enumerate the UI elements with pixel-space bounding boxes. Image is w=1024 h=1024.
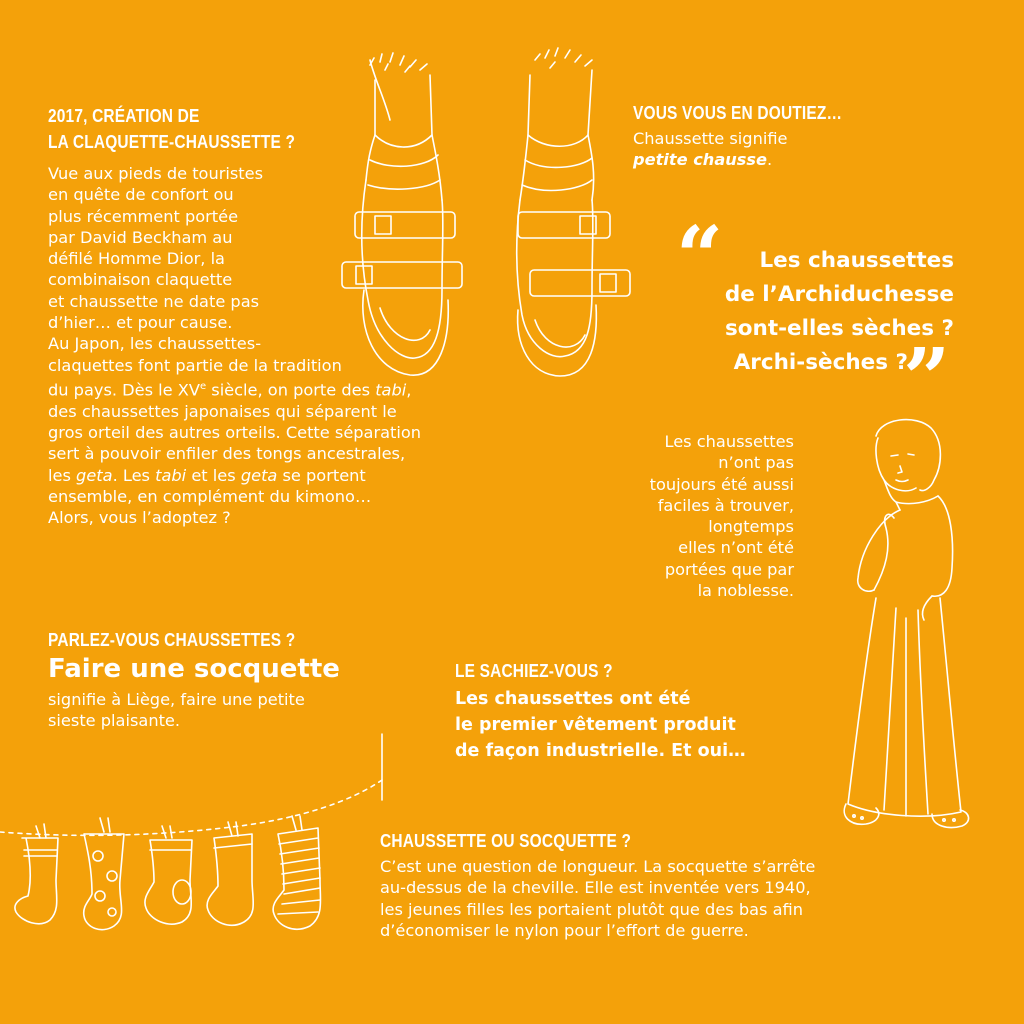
- sock-folds: [522, 135, 592, 190]
- text-fragment: les: [48, 465, 77, 485]
- sock-dot: [95, 891, 105, 901]
- claquette-body-line: des chaussettes japonaises qui séparent le: [48, 401, 397, 421]
- superscript: e: [199, 380, 207, 392]
- right-toes: [535, 320, 585, 347]
- claquette-body-line: et chaussette ne date pas: [48, 291, 260, 311]
- parlez-heading: PARLEZ-VOUS CHAUSSETTES ?: [48, 630, 296, 650]
- clothespin: [162, 826, 172, 838]
- face-outline: [876, 438, 916, 491]
- claquette-body-line: en quête de confort ou: [48, 185, 234, 205]
- noblesse-line: portées que par: [664, 559, 794, 579]
- italic-word: geta: [76, 465, 113, 485]
- sachiez-line: de façon industrielle. Et oui…: [455, 741, 746, 761]
- sock-heel-patch: [173, 880, 191, 904]
- neck: [884, 480, 900, 510]
- right-hand: [922, 596, 932, 620]
- quote-line: sont-elles sèches ?: [724, 316, 954, 341]
- sock-dot: [108, 908, 116, 916]
- socquette-line: C’est une question de longueur. La socquette s’arrête: [380, 857, 816, 876]
- italic-word: geta: [240, 465, 278, 485]
- shoe-dot: [943, 819, 945, 821]
- clothespin: [228, 822, 238, 836]
- claquette-body-line: d’hier… et pour cause.: [48, 313, 233, 333]
- clothespin: [292, 816, 302, 830]
- quote-line: de l’Archiduchesse: [724, 282, 954, 307]
- claquette-body-line: [48, 465, 421, 486]
- text-fragment: se portent: [277, 465, 366, 485]
- claquette-body-line: sert à pouvoir enfiler des tongs ancestrales,: [48, 444, 406, 464]
- doutiez-emphasis: petite chausse: [633, 150, 768, 170]
- sachiez-line: Les chaussettes ont été: [455, 689, 691, 709]
- text-fragment: .: [767, 150, 773, 170]
- noblesse-line: longtemps: [708, 517, 794, 537]
- socquette-line: les jeunes filles les portaient plutôt que des bas afin: [380, 899, 804, 919]
- leg-hair-line: [370, 60, 390, 120]
- shoe-dot: [953, 819, 955, 821]
- claquette-heading: [48, 103, 295, 155]
- socquette-heading: CHAUSSETTE OU SOCQUETTE ?: [380, 831, 632, 851]
- claquette-body-line: plus récemment portée: [48, 206, 239, 226]
- left-hand-raised: [874, 514, 894, 590]
- shoe-dot: [853, 815, 855, 817]
- claquette-body-line: par David Beckham au: [48, 227, 233, 247]
- collar: [896, 496, 938, 504]
- noblesse-line: toujours été aussi: [649, 474, 794, 494]
- socquette-line: au-dessus de la cheville. Elle est inventée vers 1940,: [380, 878, 811, 898]
- quote-close-mark: ”: [903, 331, 951, 427]
- parlez-body: [48, 689, 305, 732]
- left-leg-outline: [366, 80, 375, 180]
- doutiez-line-1: Chaussette signifie: [633, 129, 788, 148]
- doutiez-heading: VOUS VOUS EN DOUTIEZ…: [633, 103, 843, 123]
- text-fragment: siècle, on porte des: [206, 380, 376, 400]
- left-toes: [380, 308, 430, 340]
- claquette-heading-line-1: 2017, CRÉATION DE: [48, 106, 200, 126]
- right-buckle-top: [580, 216, 596, 234]
- clothesline: [0, 780, 382, 835]
- gown-folds: [884, 608, 928, 816]
- face-features: [891, 454, 914, 482]
- noblesse-line: Les chaussettes: [664, 432, 794, 451]
- shoe-dot: [861, 817, 863, 819]
- sock-dot: [93, 851, 103, 861]
- quote-open-mark: “: [676, 209, 724, 305]
- text-fragment: ,: [406, 380, 412, 400]
- claquette-body-line: Vue aux pieds de touristes: [48, 164, 264, 183]
- claquette-heading-line-2: LA CLAQUETTE-CHAUSSETTE ?: [48, 132, 296, 152]
- medieval-lady-illustration: [836, 418, 976, 830]
- right-buckle-bottom: [600, 274, 616, 292]
- left-shoe: [844, 804, 879, 824]
- right-shoe: [932, 810, 969, 828]
- claquette-body-line: claquettes font partie de la tradition: [48, 355, 342, 375]
- claquette-body-line: ensemble, en complément du kimono…: [48, 486, 372, 506]
- claquette-body-line: gros orteil des autres orteils. Cette séparation: [48, 422, 422, 442]
- clothespin: [36, 824, 46, 838]
- socquette-body: [380, 856, 815, 941]
- left-buckle-top: [375, 216, 391, 234]
- quote-line: Les chaussettes: [759, 248, 954, 273]
- left-leg-outline: [430, 75, 442, 200]
- parlez-line: sieste plaisante.: [48, 711, 181, 731]
- right-foot: [517, 200, 593, 357]
- text-fragment: du pays. Dès le XV: [48, 380, 200, 400]
- sock: [145, 840, 192, 924]
- claquette-body-line: Alors, vous l’adoptez ?: [48, 508, 231, 528]
- gown: [848, 598, 961, 816]
- sachiez-body: [455, 686, 746, 764]
- sock-folds: [368, 135, 440, 189]
- doutiez-body: [633, 128, 788, 171]
- clothespin: [100, 818, 110, 832]
- left-sole: [363, 290, 448, 375]
- socks-clothesline-illustration: [0, 730, 390, 940]
- text-fragment: et les: [186, 465, 241, 485]
- right-arm: [932, 496, 953, 596]
- noblesse-line: faciles à trouver,: [657, 495, 794, 515]
- sachiez-line: le premier vêtement produit: [455, 715, 736, 735]
- quote-line: Archi-sèches ?: [733, 350, 908, 375]
- leg-hair: [535, 48, 592, 68]
- socquette-title: Faire une socquette: [48, 654, 340, 684]
- noblesse-line: elles n’ont été: [678, 538, 794, 558]
- sock: [84, 834, 124, 930]
- sock-band: [214, 844, 252, 848]
- italic-word: tabi: [155, 465, 187, 485]
- sachiez-heading: LE SACHIEZ-VOUS ?: [455, 661, 613, 681]
- doutiez-line-2: [633, 149, 788, 170]
- right-leg-outline: [520, 75, 530, 200]
- italic-word: tabi: [375, 380, 407, 400]
- parlez-line: signifie à Liège, faire une petite: [48, 690, 305, 709]
- noblesse-line: n’ont pas: [718, 453, 794, 473]
- noblesse-text: [650, 431, 794, 601]
- noblesse-line: la noblesse.: [697, 581, 794, 601]
- leg-hair: [370, 53, 427, 72]
- sock-dot: [107, 871, 117, 881]
- claquette-body-line: combinaison claquette: [48, 270, 233, 290]
- sandals-illustration: [330, 40, 640, 380]
- sock: [15, 838, 58, 924]
- claquette-body-line: Au Japon, les chaussettes-: [48, 334, 262, 354]
- claquette-body-line: défilé Homme Dior, la: [48, 249, 225, 269]
- left-strap-top: [355, 212, 455, 238]
- left-foot: [362, 180, 443, 358]
- socquette-line: d’économiser le nylon pour l’effort de guerre.: [380, 920, 749, 940]
- text-fragment: . Les: [112, 465, 156, 485]
